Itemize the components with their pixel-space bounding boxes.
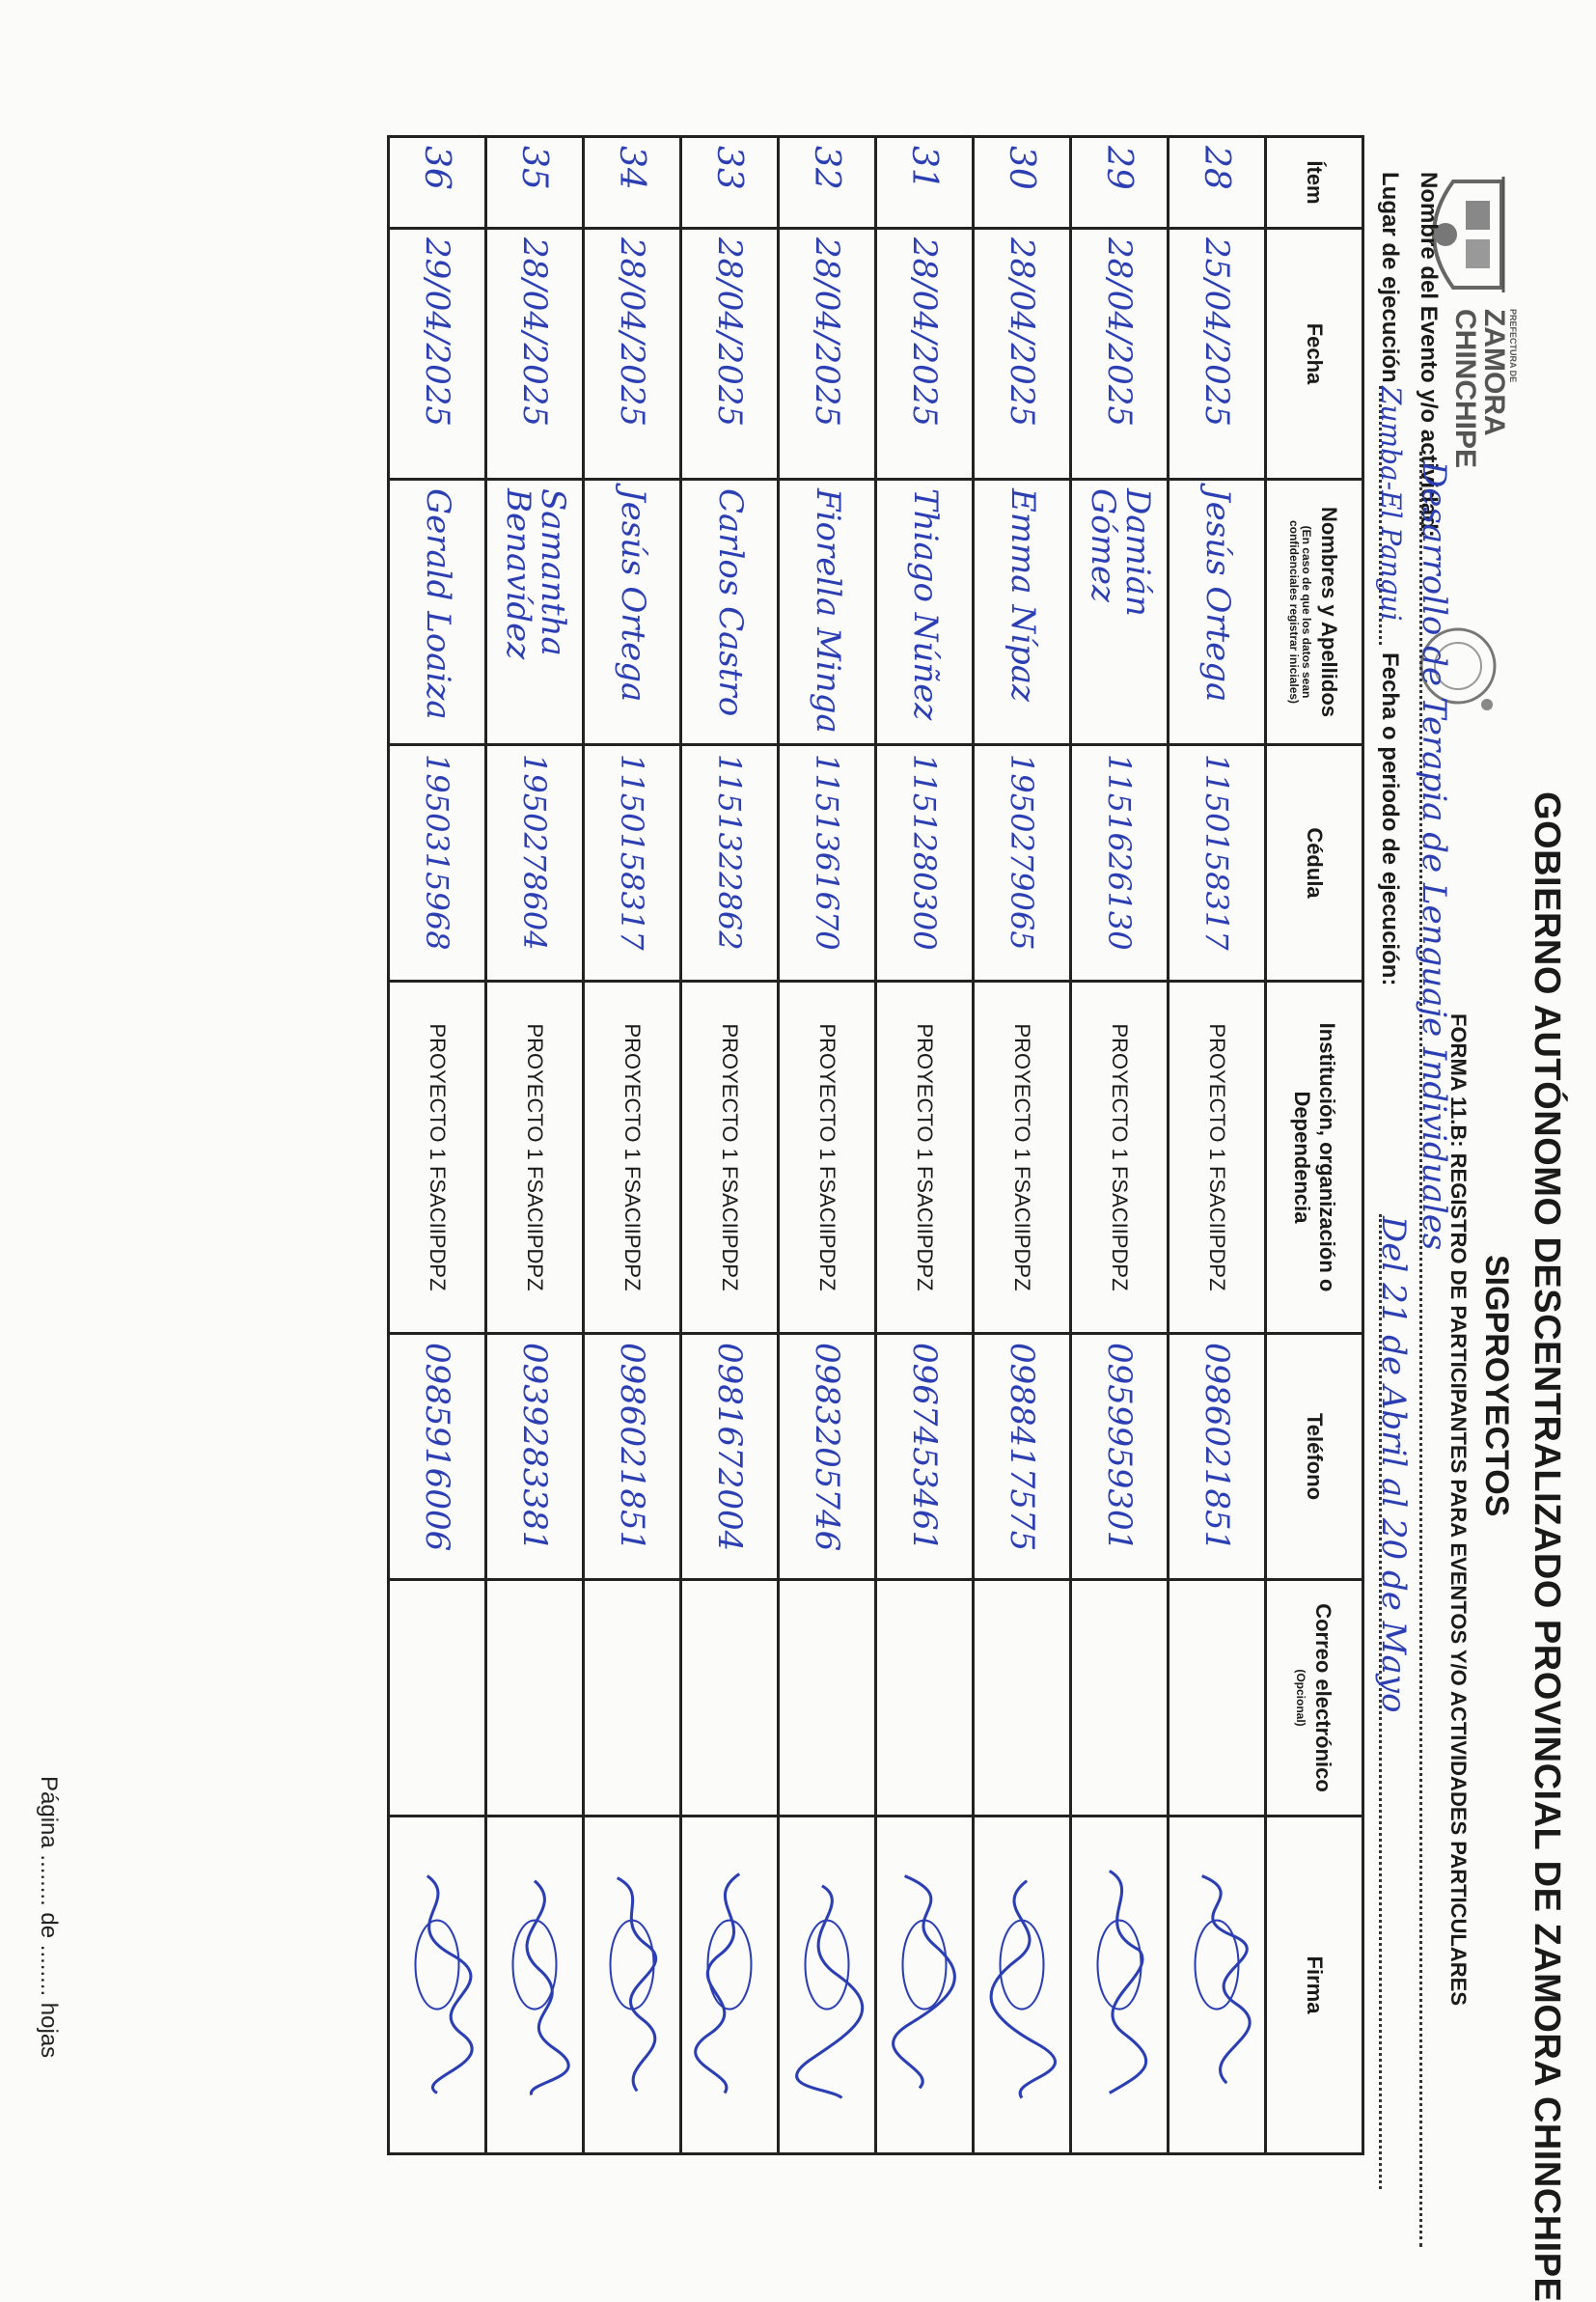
cell-nombre: Jesús Ortega (1169, 480, 1266, 745)
cell-correo (1071, 1580, 1169, 1817)
cell-cedula: 1150158317 (1169, 745, 1266, 982)
table-row (1071, 137, 1169, 2154)
cell-fecha: 29/04/2025 (389, 229, 486, 480)
cell-nombre: Damián Gómez (1071, 480, 1169, 745)
signature (486, 1817, 584, 2154)
cell-institucion: PROYECTO 1 FSACIIPDPZ (779, 982, 876, 1334)
signature-scribble (783, 1825, 871, 2144)
cell-cedula: 1150158317 (584, 745, 681, 982)
event-name-value: Desarrollo de Terapia de Lenguaje Individuales (1415, 461, 1453, 1251)
cell-telefono: 0986021851 (1169, 1334, 1266, 1580)
cell-correo (779, 1580, 876, 1817)
cell-fecha: 28/04/2025 (681, 229, 779, 480)
cell-fecha: 28/04/2025 (974, 229, 1071, 480)
cell-item: 36 (389, 137, 486, 229)
cell-telefono: 0939283381 (486, 1334, 584, 1580)
cell-correo (1169, 1580, 1266, 1817)
participants-table (387, 135, 1364, 2155)
col-item: Ítem (1266, 137, 1363, 229)
cell-item: 31 (876, 137, 974, 229)
cell-nombre: Emma Nípaz (974, 480, 1071, 745)
place-line-end (1379, 606, 1382, 645)
system-name: SIGPROYECTOS (1478, 1255, 1515, 1517)
table-row (876, 137, 974, 2154)
cell-cedula: 1950279065 (974, 745, 1071, 982)
cell-fecha: 28/04/2025 (584, 229, 681, 480)
cell-item: 33 (681, 137, 779, 229)
cell-telefono: 0986021851 (584, 1334, 681, 1580)
form-title: FORMA 11.B: REGISTRO DE PARTICIPANTES PARA EVENTOS Y/O ACTIVIDADES PARTICULARES (1446, 1013, 1471, 2006)
signature (876, 1817, 974, 2154)
cell-telefono: 0983205746 (779, 1334, 876, 1580)
cell-correo (876, 1580, 974, 1817)
cell-correo (389, 1580, 486, 1817)
table-row (486, 137, 584, 2154)
cell-fecha: 28/04/2025 (1071, 229, 1169, 480)
signature-scribble (588, 1825, 676, 2144)
signature-scribble (880, 1825, 969, 2144)
col-cedula: Cédula (1266, 745, 1363, 982)
signature (1071, 1817, 1169, 2154)
period-value: Del 21 de Abril al 20 de Mayo (1374, 1216, 1413, 1713)
col-nombres: Nombres y Apellidos (En caso de que los datos sean confidenciales registrar iniciales) (1266, 480, 1363, 745)
table-row (584, 137, 681, 2154)
signature (779, 1817, 876, 2154)
table-row (974, 137, 1071, 2154)
cell-fecha: 28/04/2025 (876, 229, 974, 480)
cell-item: 28 (1169, 137, 1266, 229)
cell-telefono: 0981672004 (681, 1334, 779, 1580)
cell-nombre: Samantha Benavídez (486, 480, 584, 745)
cell-telefono: 0967453461 (876, 1334, 974, 1580)
col-correo: Correo electrónico (Opcional) (1266, 1580, 1363, 1817)
cell-fecha: 28/04/2025 (779, 229, 876, 480)
prefectura-brand-text: PREFECTURA DE ZAMORA CHINCHIPE (1449, 309, 1518, 469)
page-counter: Página ........ de ........ hojas (36, 1776, 62, 2059)
signature-scribble (685, 1825, 774, 2144)
cell-institucion: PROYECTO 1 FSACIIPDPZ (681, 982, 779, 1334)
cell-cedula: 1950315968 (389, 745, 486, 982)
cell-institucion: PROYECTO 1 FSACIIPDPZ (876, 982, 974, 1334)
signature-scribble (1172, 1825, 1261, 2144)
page-title: GOBIERNO AUTÓNOMO DESCENTRALIZADO PROVINCIAL DE ZAMORA CHINCHIPE (1527, 791, 1567, 2302)
cell-telefono: 0985916006 (389, 1334, 486, 1580)
col-telefono: Teléfono (1266, 1334, 1363, 1580)
cell-fecha: 28/04/2025 (486, 229, 584, 480)
col-fecha: Fecha (1266, 229, 1363, 480)
cell-correo (584, 1580, 681, 1817)
signature (1169, 1817, 1266, 2154)
signature (681, 1817, 779, 2154)
cell-correo (486, 1580, 584, 1817)
place-label: Lugar de ejecución (1377, 172, 1403, 383)
cell-institucion: PROYECTO 1 FSACIIPDPZ (1169, 982, 1266, 1334)
cell-nombre: Jesús Ortega (584, 480, 681, 745)
cell-cedula: 1151280300 (876, 745, 974, 982)
cell-item: 35 (486, 137, 584, 229)
cell-cedula: 1151361670 (779, 745, 876, 982)
cell-nombre: Carlos Castro (681, 480, 779, 745)
cell-nombre: Fiorella Minga (779, 480, 876, 745)
cell-cedula: 1151322862 (681, 745, 779, 982)
cell-cedula: 1151626130 (1071, 745, 1169, 982)
cell-nombre: Thiago Núñez (876, 480, 974, 745)
cell-item: 32 (779, 137, 876, 229)
cell-item: 34 (584, 137, 681, 229)
signature-scribble (393, 1825, 482, 2144)
table-header-row (1266, 137, 1363, 2154)
table-row (681, 137, 779, 2154)
signature-scribble (977, 1825, 1066, 2144)
signature-scribble (1075, 1825, 1164, 2144)
place-value: Zumba-El Pangui (1375, 386, 1407, 622)
cell-cedula: 1950278604 (486, 745, 584, 982)
cell-correo (974, 1580, 1071, 1817)
period-label: Fecha o periodo de ejecución: (1377, 652, 1403, 986)
cell-item: 29 (1071, 137, 1169, 229)
cell-institucion: PROYECTO 1 FSACIIPDPZ (1071, 982, 1169, 1334)
cell-institucion: PROYECTO 1 FSACIIPDPZ (389, 982, 486, 1334)
signature (584, 1817, 681, 2154)
cell-fecha: 25/04/2025 (1169, 229, 1266, 480)
cell-telefono: 0959959301 (1071, 1334, 1169, 1580)
signature (974, 1817, 1071, 2154)
event-name-label: Nombre del Evento y/o actividad: (1416, 172, 1442, 538)
table-row (779, 137, 876, 2154)
cell-institucion: PROYECTO 1 FSACIIPDPZ (584, 982, 681, 1334)
cell-institucion: PROYECTO 1 FSACIIPDPZ (974, 982, 1071, 1334)
cell-correo (681, 1580, 779, 1817)
signature (389, 1817, 486, 2154)
col-institucion: Institución, organización o Dependencia (1266, 982, 1363, 1334)
cell-item: 30 (974, 137, 1071, 229)
signature-scribble (490, 1825, 579, 2144)
table-row (389, 137, 486, 2154)
cell-nombre: Gerald Loaiza (389, 480, 486, 745)
cell-institucion: PROYECTO 1 FSACIIPDPZ (486, 982, 584, 1334)
col-firma: Firma (1266, 1817, 1363, 2154)
table-row (1169, 137, 1266, 2154)
cell-telefono: 0988417575 (974, 1334, 1071, 1580)
